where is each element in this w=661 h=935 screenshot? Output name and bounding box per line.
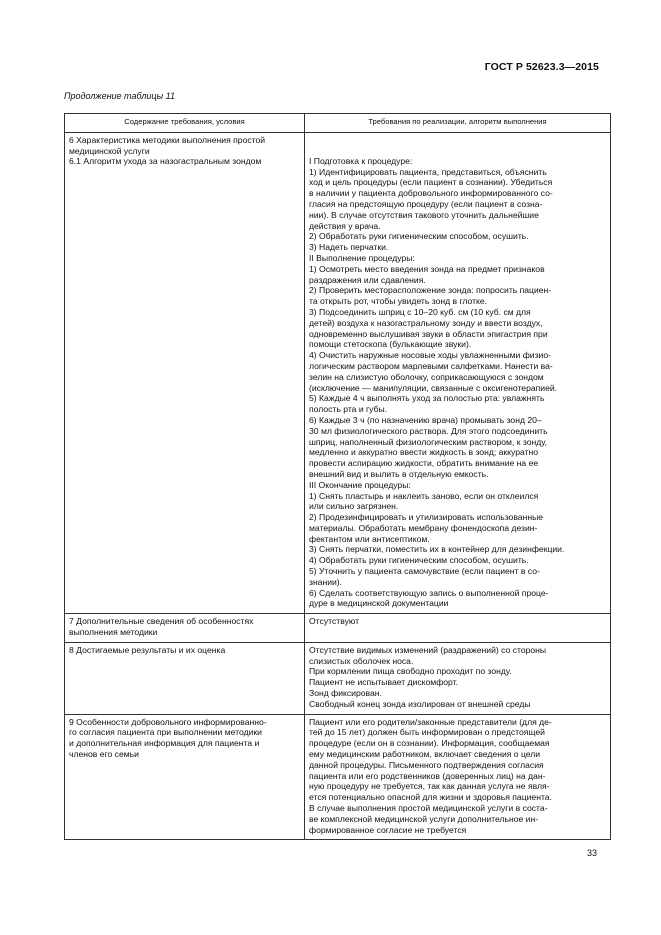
requirement-cell bbox=[65, 642, 305, 714]
implementation-text-line: 2) Обработать руки гигиеническим способом, осушить. bbox=[309, 231, 529, 242]
implementation-text-line: (исключение — манипуляции, связанные с оксигенотерапией. bbox=[309, 382, 558, 393]
implementation-text-line: I Подготовка к процедуре: bbox=[309, 155, 413, 166]
implementation-text-line: 1) Снять пластырь и наклеить заново, если он отклеился bbox=[309, 490, 539, 501]
implementation-text-line: гласия на предстоящую процедуру (если пациент в созна- bbox=[309, 198, 543, 209]
implementation-text-line: зелин на слизистую оболочку, соприкасающуюся с зондом bbox=[309, 371, 544, 382]
requirement-text-line: членов его семьи bbox=[69, 749, 139, 760]
implementation-text-line: 2) Проверить месторасположение зонда: попросить пациен- bbox=[309, 285, 552, 296]
implementation-text-line: дуре в медицинской документации bbox=[309, 598, 449, 609]
implementation-text-line: 3) Подсоединить шприц с 10–20 куб. см (10 куб. см для bbox=[309, 306, 531, 317]
implementation-text-line: фектантом или антисептиком. bbox=[309, 533, 430, 544]
requirements-table bbox=[64, 113, 611, 840]
requirement-cell bbox=[65, 132, 305, 613]
implementation-text-line: ную процедуру не требуется, так как данная услуга не явля- bbox=[309, 781, 550, 792]
implementation-text-line: Зонд фиксирован. bbox=[309, 688, 382, 699]
table-caption: Продолжение таблицы 11 bbox=[64, 91, 176, 101]
implementation-text-line: Пациент не испытывает дискомфорт. bbox=[309, 677, 459, 688]
implementation-text-line: шприц, наполненный физиологическим раствором, к зонду, bbox=[309, 436, 548, 447]
implementation-text-line: Свободный конец зонда изолирован от внешней среды bbox=[309, 698, 531, 709]
table-row bbox=[65, 132, 611, 613]
implementation-text-line: данной процедуры. Письменного подтверждения согласия bbox=[309, 759, 544, 770]
implementation-text-line: III Окончание процедуры: bbox=[309, 479, 411, 490]
implementation-text-line: Отсутствие видимых изменений (раздражений) со стороны bbox=[309, 644, 547, 655]
implementation-text-line: тей до 15 лет) должен быть информирован о предстоящей bbox=[309, 727, 545, 738]
requirement-cell bbox=[65, 614, 305, 643]
implementation-text-line: При кормлении пища свободно проходит по зонду. bbox=[309, 666, 512, 677]
implementation-text-line: материалы. Обработать мембрану фонендоскопа дезин- bbox=[309, 522, 538, 533]
implementation-cell bbox=[305, 642, 611, 714]
implementation-text-line: формированное согласие не требуется bbox=[309, 824, 467, 835]
requirement-text-line: 6.1 Алгоритм ухода за назогастральным зондом bbox=[69, 156, 262, 167]
implementation-text-line: 5) Уточнить у пациента самочувствие (если пациент в со- bbox=[309, 566, 540, 577]
implementation-text-line: 5) Каждые 4 ч выполнять уход за полостью рта: увлажнять bbox=[309, 393, 545, 404]
implementation-text-line: одновременно выслушивая звуки в области эпигастрия при bbox=[309, 328, 548, 339]
implementation-text-line: 30 мл физиологического раствора. Для этого подсоединить bbox=[309, 425, 548, 436]
table-row bbox=[65, 642, 611, 714]
implementation-text-line: 2) Продезинфицировать и утилизировать использованные bbox=[309, 512, 544, 523]
requirement-cell bbox=[65, 714, 305, 840]
implementation-text-line: ход и цель процедуры (если пациент в сознании). Убедиться bbox=[309, 177, 553, 188]
implementation-text-line: слизистых оболочек носа. bbox=[309, 655, 414, 666]
implementation-text-line: В случае выполнения простой медицинской услуги в соста- bbox=[309, 803, 548, 814]
page-number: 33 bbox=[586, 848, 597, 858]
implementation-cell bbox=[305, 132, 611, 613]
implementation-text-line: та открыть рот, чтобы увидеть зонд в глотке. bbox=[309, 296, 488, 307]
implementation-text-line: медленно и аккуратно ввести жидкость в зонд; аккуратно bbox=[309, 447, 539, 458]
implementation-text-line: 1) Осмотреть место введения зонда на предмет признаков bbox=[309, 263, 545, 274]
implementation-text-line: 4) Обработать руки гигиеническим способом, осушить. bbox=[309, 555, 529, 566]
implementation-text-line: помощи стетоскопа (булькающие звуки). bbox=[309, 339, 472, 350]
requirement-text-line: 6 Характеристика методики выполнения простой bbox=[69, 134, 266, 145]
table-header-row bbox=[65, 114, 611, 133]
table-row bbox=[65, 714, 611, 840]
implementation-text-line: раздражения или сдавления. bbox=[309, 274, 426, 285]
implementation-text-line: 3) Снять перчатки, поместить их в контейнер для дезинфекции. bbox=[309, 544, 565, 555]
requirement-text-line: 7 Дополнительные сведения об особенностях bbox=[69, 616, 254, 627]
implementation-text-line: логическим раствором марлевыми салфетками. Нанести ва- bbox=[309, 360, 553, 371]
requirement-text-line: и дополнительная информация для пациента и bbox=[69, 738, 260, 749]
column-header-requirement: Содержание требования, условия bbox=[65, 114, 305, 133]
requirement-text-line: медицинской услуги bbox=[69, 145, 150, 156]
implementation-text-line: детей) воздуха к назогастральному зонду и ввести воздух, bbox=[309, 317, 543, 328]
implementation-text-line: 1) Идентифицировать пациента, представиться, объяснить bbox=[309, 166, 547, 177]
implementation-cell bbox=[305, 714, 611, 840]
implementation-text-line: процедуре (если он в сознании). Информация, сообщаемая bbox=[309, 738, 550, 749]
implementation-text-line: в наличии у пациента добровольного информированного со- bbox=[309, 188, 553, 199]
implementation-text-line: ему медицинским работником, включает сведения о цели bbox=[309, 749, 541, 760]
requirement-text-line: 9 Особенности добровольного информированно- bbox=[69, 716, 267, 727]
implementation-text-line: 6) Сделать соответствующую запись о выполненной проце- bbox=[309, 587, 549, 598]
implementation-text-line: Пациент или его родители/законные представители (для де- bbox=[309, 716, 552, 727]
requirement-text-line: го согласия пациента при выполнении методики bbox=[69, 727, 262, 738]
implementation-text-line: 4) Очистить наружные носовые ходы увлажненными физио- bbox=[309, 350, 551, 361]
implementation-text-line: внешний вид и вылить в отдельную емкость. bbox=[309, 468, 489, 479]
requirement-text-line: 8 Достигаемые результаты и их оценка bbox=[69, 644, 226, 655]
standard-code: ГОСТ Р 52623.3—2015 bbox=[484, 61, 599, 73]
implementation-cell bbox=[305, 614, 611, 643]
implementation-text-line: 6) Каждые 3 ч (по назначению врача) промывать зонд 20– bbox=[309, 414, 542, 425]
implementation-text-line: нии). В случае отсутствия такового уточнить дальнейшие bbox=[309, 209, 539, 220]
implementation-text-line: II Выполнение процедуры: bbox=[309, 252, 415, 263]
table-row bbox=[65, 614, 611, 643]
implementation-text-line: знании). bbox=[309, 576, 343, 587]
implementation-text-line: действия у врача. bbox=[309, 220, 381, 231]
implementation-text-line: провести аспирацию жидкости, обратить внимание на ее bbox=[309, 458, 539, 469]
implementation-text-line: полость рта и губы. bbox=[309, 404, 388, 415]
implementation-text-line: 3) Надеть перчатки. bbox=[309, 242, 389, 253]
requirement-text-line: выполнения методики bbox=[69, 627, 158, 638]
implementation-text-line: ется потенциально опасной для жизни и здоровья пациента. bbox=[309, 792, 552, 803]
implementation-text-line: Отсутствуют bbox=[309, 616, 360, 627]
column-header-implementation: Требования по реализации, алгоритм выполнения bbox=[305, 114, 611, 133]
implementation-text-line: ве комплексной медицинской услуги дополнительное ин- bbox=[309, 813, 539, 824]
implementation-text-line: или сильно загрязнен. bbox=[309, 501, 399, 512]
implementation-text-line: пациента или его родственников (доверенных лиц) на дан- bbox=[309, 770, 546, 781]
